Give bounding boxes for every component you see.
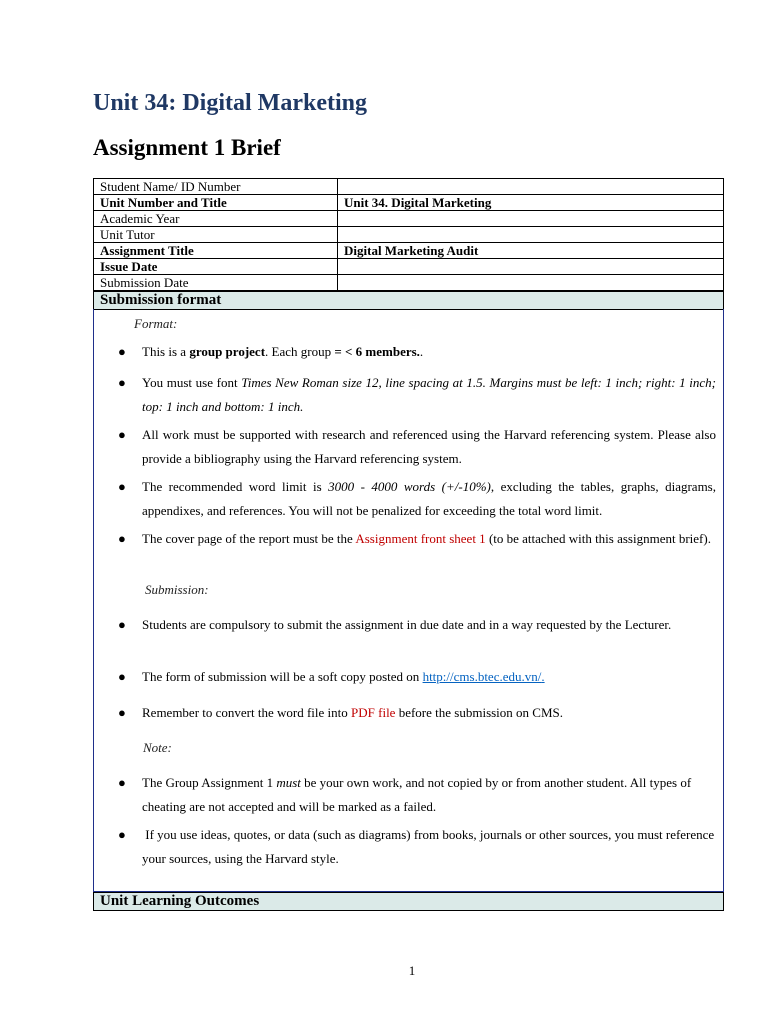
text-run-italic: Times New Roman size 12, line spacing at 1.5. Margins must be left: 1 inch; right: 1 inch; top: 1 inch and bottom: 1 inch. <box>142 375 717 414</box>
text-run: All work must be supported with research and referenced using the Harvard referencing system. Please also provide a bibliography using the Harvard referencing system. <box>142 427 716 466</box>
table-row <box>94 243 724 259</box>
table-row <box>94 275 724 291</box>
row-label: Issue Date <box>94 259 338 275</box>
bullet-icon: ● <box>118 705 126 720</box>
text-run-red: PDF file <box>351 705 396 720</box>
list-item <box>142 527 716 551</box>
text-run-link-period: . <box>541 669 545 684</box>
note-label: Note: <box>143 740 172 755</box>
cms-link[interactable]: http://cms.btec.edu.vn/ <box>422 669 542 684</box>
list-item <box>142 423 716 471</box>
bullet-icon: ● <box>118 827 126 842</box>
row-label: Unit Tutor <box>94 227 338 243</box>
unit-title: Unit 34: Digital Marketing <box>93 90 367 116</box>
row-label: Academic Year <box>94 211 338 227</box>
assignment-brief-title: Assignment 1 Brief <box>93 135 281 160</box>
row-value <box>338 179 724 195</box>
text-run: , excluding the tables, graphs, diagrams, appendixes, and references. You will not be penalized for exceeding the total word limit. <box>142 479 716 518</box>
assignment-info-table <box>93 178 724 291</box>
bullet-icon: ● <box>118 427 126 442</box>
table-row <box>94 195 724 211</box>
bullet-icon: ● <box>118 669 126 684</box>
list-item <box>142 613 682 637</box>
text-run: You must use font <box>142 375 242 390</box>
row-label: Student Name/ ID Number <box>94 179 338 195</box>
row-value <box>338 211 724 227</box>
submission-format-heading-text: Submission format <box>100 292 222 308</box>
table-row <box>94 179 724 195</box>
list-item <box>142 371 716 419</box>
text-run: The form of submission will be a soft copy posted on <box>142 669 423 684</box>
list-item <box>142 475 716 523</box>
text-run: be your own work, and not copied by or from another student. All types of cheating are not accepted and will be marked as a failed. <box>142 775 692 814</box>
row-label: Unit Number and Title <box>94 195 338 211</box>
text-run-italic: 3000 - 4000 words (+/-10%) <box>328 479 491 494</box>
submission-format-heading <box>93 291 724 310</box>
row-value <box>338 259 724 275</box>
table-row <box>94 259 724 275</box>
list-item <box>142 340 716 364</box>
row-label: Assignment Title <box>94 243 338 259</box>
table-row <box>94 227 724 243</box>
text-run: . <box>419 344 424 359</box>
text-run: The cover page of the report must be the <box>142 531 356 546</box>
bullet-icon: ● <box>118 479 126 494</box>
bullet-icon: ● <box>118 531 126 546</box>
list-item <box>142 701 716 725</box>
row-value <box>338 227 724 243</box>
text-run: . Each group <box>265 344 335 359</box>
learning-outcomes-heading <box>93 892 724 911</box>
submission-label: Submission: <box>145 582 209 597</box>
text-run: (to be attached with this assignment brief). <box>485 531 711 546</box>
list-item <box>142 771 698 819</box>
list-item <box>142 823 716 871</box>
bullet-icon: ● <box>118 344 126 359</box>
text-run: before the submission on CMS. <box>395 705 564 720</box>
bullet-icon: ● <box>118 375 126 390</box>
bullet-icon: ● <box>118 775 126 790</box>
bullet-icon: ● <box>118 617 126 632</box>
text-run: If you use ideas, quotes, or data (such as diagrams) from books, journals or other sources, you must reference your sources, using the Harvard style. <box>142 827 718 866</box>
row-value: Digital Marketing Audit <box>338 243 724 259</box>
text-run: Remember to convert the word file into <box>142 705 352 720</box>
text-run-red: Assignment front sheet 1 <box>355 531 486 546</box>
format-label: Format: <box>134 316 178 331</box>
text-run: Students are compulsory to submit the assignment in due date and in a way requested by the Lecturer. <box>142 617 672 632</box>
learning-outcomes-heading-text: Unit Learning Outcomes <box>100 893 260 909</box>
row-label: Submission Date <box>94 275 338 291</box>
text-run: The recommended word limit is <box>142 479 329 494</box>
text-run: The Group Assignment 1 <box>142 775 277 790</box>
text-run-bold: = < 6 members. <box>334 344 420 359</box>
row-value: Unit 34. Digital Marketing <box>338 195 724 211</box>
row-value <box>338 275 724 291</box>
page-number: 1 <box>408 963 416 978</box>
text-run-italic: must <box>276 775 301 790</box>
table-row <box>94 211 724 227</box>
text-run-bold: group project <box>189 344 266 359</box>
list-item <box>142 665 716 689</box>
text-run: This is a <box>142 344 190 359</box>
